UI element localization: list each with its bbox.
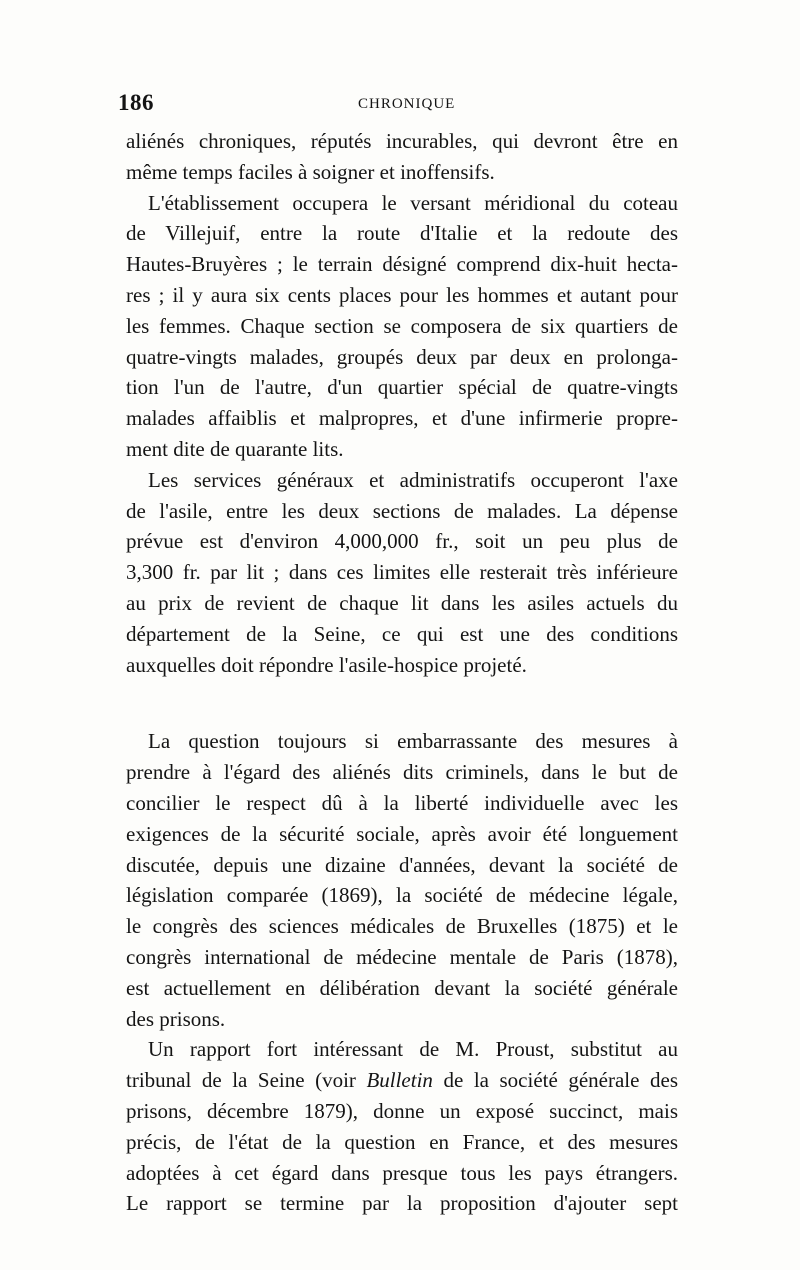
- text-line: La question toujours si embarrassante des mesures à: [148, 729, 678, 754]
- text-line: les femmes. Chaque section se composera de six quartiers de: [126, 313, 678, 338]
- text-line: res ; il y aura six cents places pour les hommes et autant pour: [126, 282, 678, 307]
- text-line-with-italic: [126, 1065, 678, 1096]
- italic-title: Bulletin: [366, 1068, 433, 1093]
- text-line: 3,300 fr. par lit ; dans ces limites elle resterait très inférieure: [126, 560, 678, 585]
- text-line: prendre à l'égard des aliénés dits criminels, dans le but de: [126, 760, 678, 785]
- text-line: adoptées à cet égard dans presque tous les pays étrangers.: [126, 1160, 678, 1185]
- text-line: Les services généraux et administratifs occuperont l'axe: [148, 467, 678, 492]
- running-title: CHRONIQUE: [358, 96, 456, 112]
- page-body: [126, 126, 678, 1219]
- page-number: 186: [118, 90, 154, 115]
- text-line: de l'asile, entre les deux sections de malades. La dépense: [126, 498, 678, 523]
- text-line: prisons, décembre 1879), donne un exposé succinct, mais: [126, 1098, 678, 1123]
- text-line: congrès international de médecine mentale de Paris (1878),: [126, 944, 678, 969]
- text-line: de Villejuif, entre la route d'Italie et la redoute des: [126, 221, 678, 246]
- text-line: prévue est d'environ 4,000,000 fr., soit un peu plus de: [126, 529, 678, 554]
- text-line: est actuellement en délibération devant la société générale: [126, 975, 678, 1000]
- text-line: exigences de la sécurité sociale, après avoir été longuement: [126, 821, 678, 846]
- text-line: L'établissement occupera le versant méridional du coteau: [148, 190, 678, 215]
- text-line: même temps faciles à soigner et inoffensifs.: [126, 159, 495, 184]
- section-gap: [126, 680, 678, 726]
- text-line: le congrès des sciences médicales de Bruxelles (1875) et le: [126, 914, 678, 939]
- text-line: concilier le respect dû à la liberté individuelle avec les: [126, 790, 678, 815]
- text-line: au prix de revient de chaque lit dans les asiles actuels du: [126, 590, 678, 615]
- text-line: tion l'un de l'autre, d'un quartier spécial de quatre-vingts: [126, 375, 678, 400]
- paragraph-1: [126, 126, 678, 188]
- text-line: Hautes-Bruyères ; le terrain désigné comprend dix-huit hecta-: [126, 252, 678, 277]
- text-line: Le rapport se termine par la proposition d'ajouter sept: [126, 1191, 678, 1216]
- text-segment: tribunal de la Seine (voir: [126, 1068, 367, 1093]
- text-line: malades affaiblis et malpropres, et d'une infirmerie propre-: [126, 406, 678, 431]
- text-line: précis, de l'état de la question en France, et des mesures: [126, 1129, 678, 1154]
- text-line: quatre-vingts malades, groupés deux par deux en prolonga-: [126, 344, 678, 369]
- text-line: des prisons.: [126, 1006, 226, 1031]
- text-line: aliénés chroniques, réputés incurables, qui devront être en: [126, 129, 678, 153]
- text-segment: de la société générale des: [432, 1068, 678, 1093]
- text-line: Un rapport fort intéressant de M. Proust, substitut au: [148, 1037, 678, 1062]
- text-line: ment dite de quarante lits.: [126, 436, 344, 461]
- paragraph-3: [126, 465, 678, 681]
- text-line: département de la Seine, ce qui est une des conditions: [126, 621, 678, 646]
- text-line: législation comparée (1869), la société de médecine légale,: [126, 883, 678, 908]
- paragraph-5: [126, 1034, 678, 1219]
- text-line: discutée, depuis une dizaine d'années, devant la société de: [126, 852, 678, 877]
- paragraph-2: [126, 188, 678, 465]
- paragraph-4: [126, 726, 678, 1034]
- page-header: [118, 90, 678, 120]
- text-line: auxquelles doit répondre l'asile-hospice projeté.: [126, 652, 527, 677]
